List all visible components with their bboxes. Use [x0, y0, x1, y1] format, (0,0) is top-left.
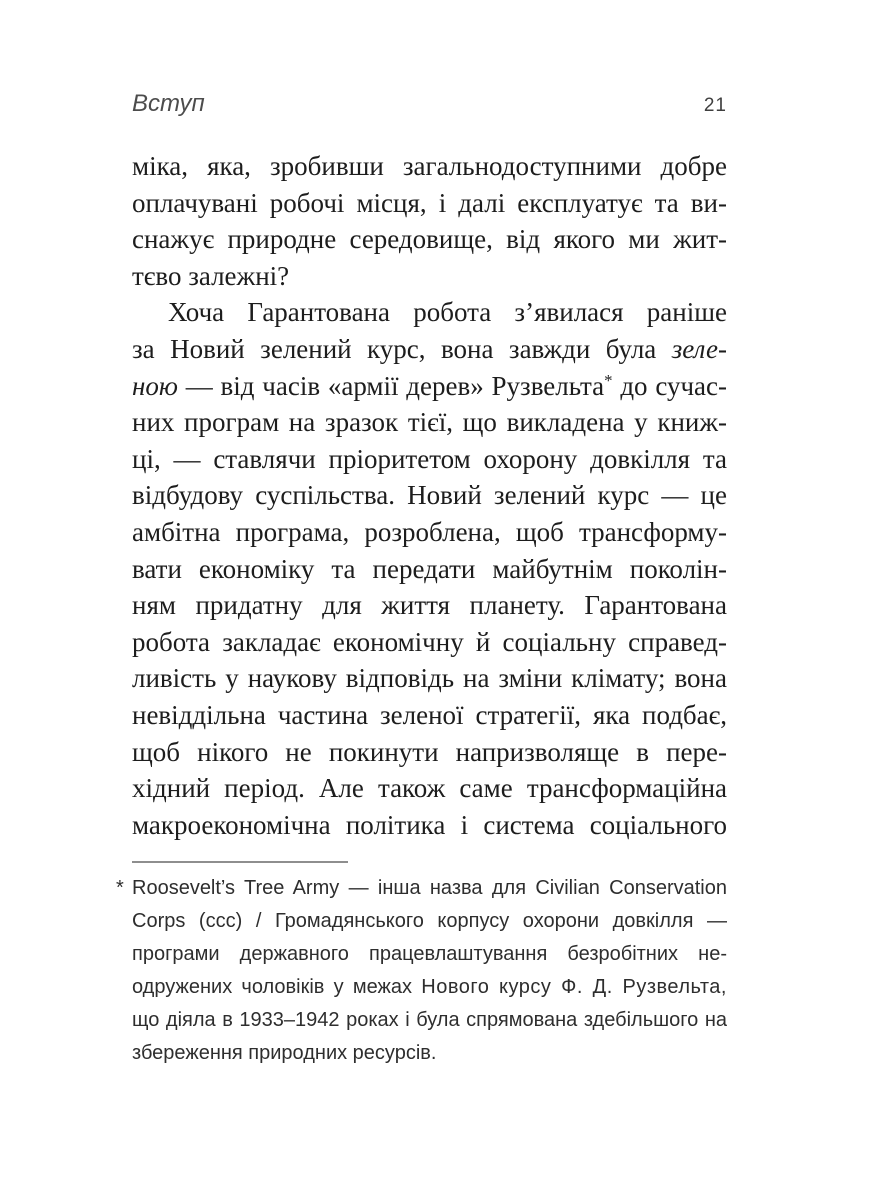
text-segment: за Новий зелений курс, вона завжди була: [132, 333, 672, 364]
text-segment: невіддільна частина зеленої стратегії, яка подбає,: [132, 699, 727, 730]
text-segment: макроекономічна політика і система соціального: [132, 809, 727, 840]
text-segment: Corps (ссс) / Громадянського корпусу охорони довкілля —: [132, 910, 727, 932]
text-line: [132, 368, 727, 405]
text-line: [132, 807, 727, 844]
text-segment: ливість у наукову відповідь на зміни клімату; вона: [132, 663, 727, 694]
text-line: [132, 148, 727, 185]
text-segment: Нового курсу Ф. Д. Рузвельта,: [421, 976, 727, 998]
text-line: [132, 587, 727, 624]
footnote-text: [132, 872, 727, 1070]
text-segment: — від часів «армії дерев» Рузвельта: [177, 370, 605, 401]
text-segment: одружених чоловіків у межах: [132, 976, 422, 998]
text-line: [132, 404, 727, 441]
text-segment: до сучас-: [612, 370, 727, 401]
text-segment: програми державного працевлаштування безробітних не-: [132, 943, 727, 965]
text-line: [132, 872, 727, 905]
text-line: [132, 697, 727, 734]
text-segment: хідний період. Але також саме трансформаційна: [132, 773, 727, 804]
text-line: [132, 971, 727, 1004]
text-segment: снажує природне середовище, від якого ми жит-: [132, 224, 727, 255]
text-line: [132, 1037, 727, 1070]
text-segment: них програм на зразок тієї, що викладена у книж-: [132, 407, 727, 438]
text-segment: робота закладає економічну й соціальну справед-: [132, 626, 727, 657]
chapter-title: Вступ: [132, 90, 205, 117]
text-segment: тєво залежні?: [132, 260, 290, 291]
text-segment: збереження природних ресурсів.: [132, 1042, 437, 1064]
footnote: [116, 872, 727, 1070]
text-line: [132, 514, 727, 551]
text-line: [132, 221, 727, 258]
text-line: [132, 331, 727, 368]
text-segment: міка, яка, зробивши загальнодоступними добре: [132, 151, 727, 181]
footnote-separator: [132, 861, 348, 863]
text-line: [132, 1004, 727, 1037]
text-segment: *: [604, 371, 613, 391]
text-line: [132, 441, 727, 478]
text-line: [132, 624, 727, 661]
text-line: [132, 770, 727, 807]
text-line: [132, 477, 727, 514]
text-line: [132, 185, 727, 222]
text-segment: Roosevelt’s Tree Army — інша назва для Civilian Conservation: [132, 877, 727, 899]
text-line: [132, 551, 727, 588]
text-line: [132, 734, 727, 771]
running-header: [132, 90, 727, 118]
text-line: [132, 258, 727, 295]
text-segment: вати економіку та передати майбутнім поколін-: [132, 553, 727, 584]
body-text: [132, 148, 727, 843]
text-line: [132, 660, 727, 697]
text-segment: ці, — ставлячи пріоритетом охорону довкілля та: [132, 443, 727, 474]
text-segment: ною: [132, 370, 178, 401]
text-segment: оплачувані робочі місця, і далі експлуатує та ви-: [132, 187, 727, 218]
text-segment: зеле-: [671, 333, 727, 364]
text-segment: амбітна програма, розроблена, щоб трансформу-: [132, 516, 727, 547]
text-segment: що діяла в 1933–1942 роках і була спрямована здебільшого на: [132, 1009, 727, 1031]
text-segment: відбудову суспільства. Новий зелений курс — це: [132, 480, 727, 511]
footnote-marker: *: [116, 877, 124, 899]
text-line: [132, 938, 727, 971]
text-line: [132, 294, 727, 331]
text-segment: ням придатну для життя планету. Гарантована: [132, 590, 727, 621]
text-segment: Хоча Гарантована робота з’явилася раніше: [168, 297, 727, 328]
page-number: 21: [703, 95, 727, 116]
text-line: [132, 905, 727, 938]
text-segment: щоб нікого не покинути напризволяще в пере-: [132, 736, 727, 767]
